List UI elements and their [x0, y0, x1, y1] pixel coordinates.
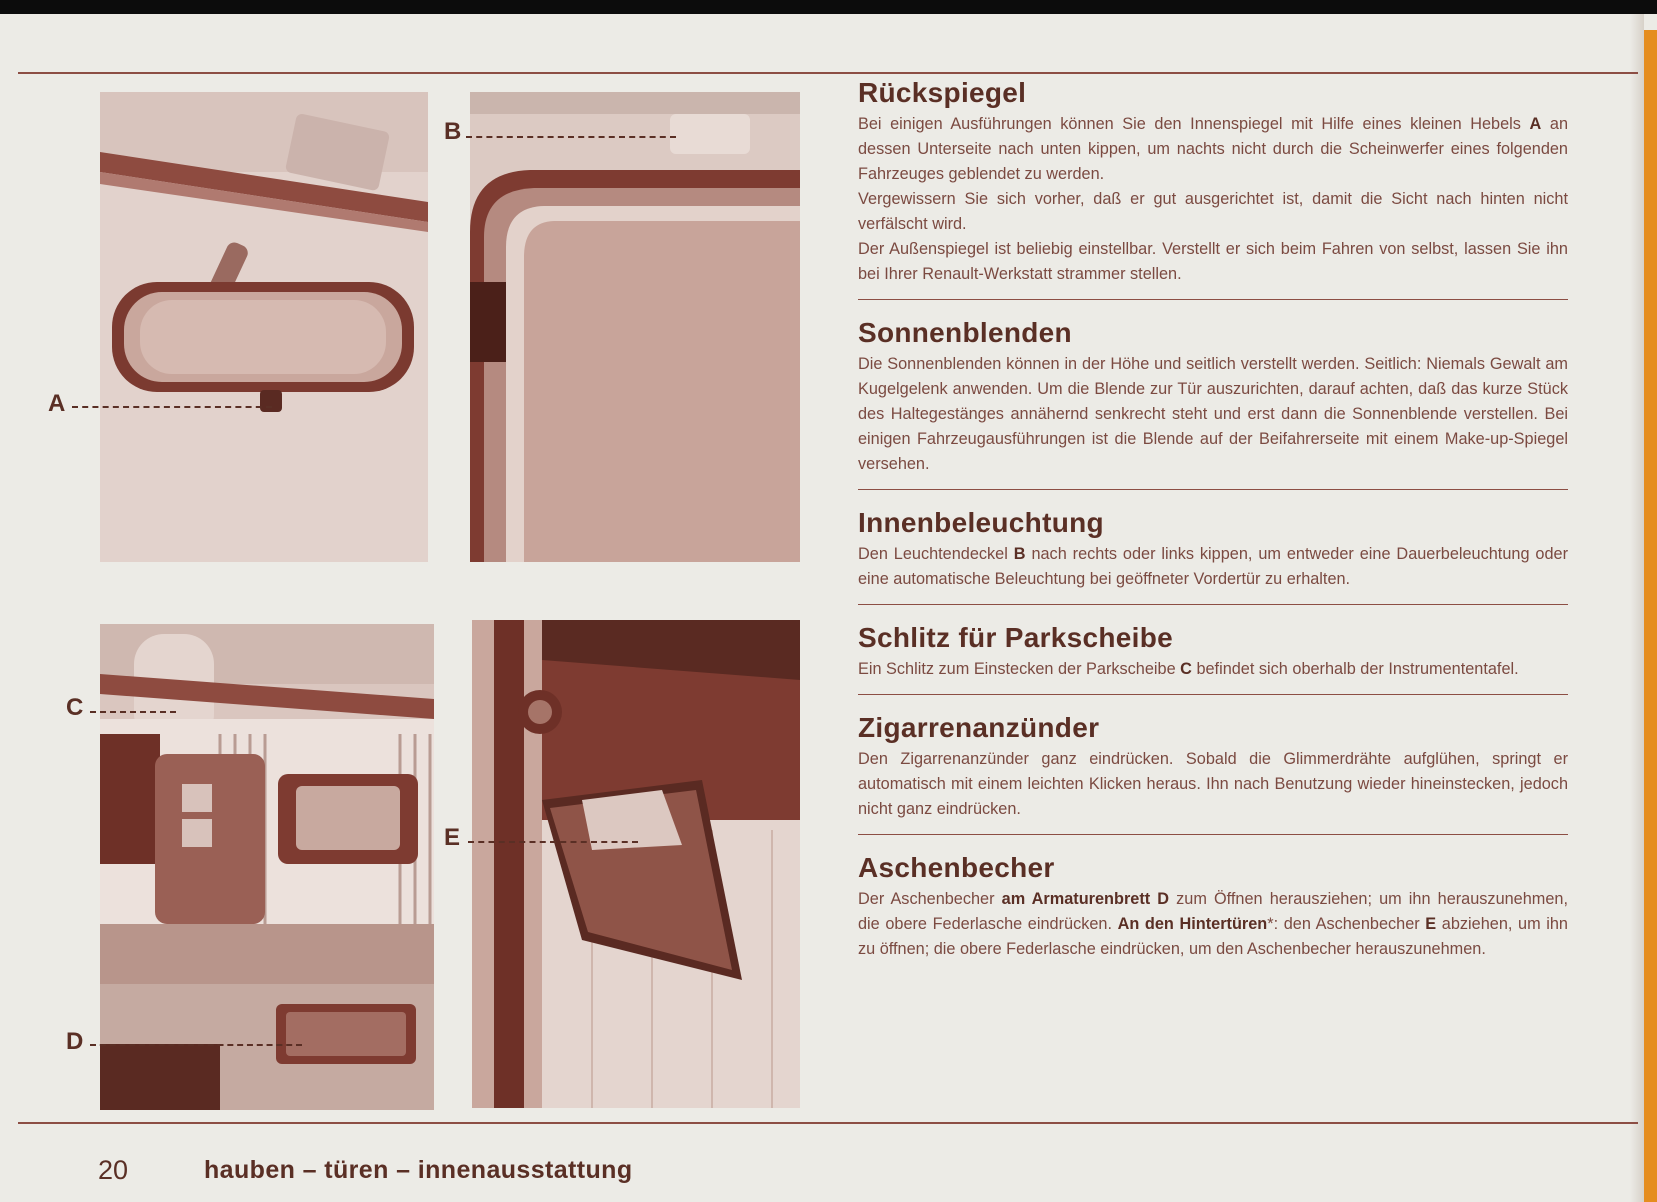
- callout-label-b: B: [444, 118, 462, 145]
- photo-dashboard: [100, 624, 434, 1110]
- callout-line-b: [466, 136, 676, 138]
- section-heading: Aschenbecher: [858, 852, 1055, 883]
- section-3: [858, 504, 1568, 605]
- page-edge-shadow: [1630, 14, 1644, 1202]
- section-heading: Innenbeleuchtung: [858, 507, 1104, 538]
- page-edge-orange-strip: [1644, 30, 1657, 1202]
- photo-rear-door-ashtray: [472, 620, 800, 1108]
- bold-reference: A: [1529, 115, 1542, 133]
- bottom-rule: [18, 1122, 1638, 1124]
- bold-reference: An den Hintertüren: [1117, 915, 1268, 933]
- page-number: 20: [98, 1155, 129, 1185]
- top-dark-border: [0, 0, 1657, 14]
- section-body: Der Aschenbecher am Armaturenbrett D zum Öffnen herausziehen; um ihn herauszunehmen, die obere Federlasche eindrücken. An den Hintertüren*: den Aschenbecher E abziehen, um ihn zu öffnen; die obere Federlasche eindrücken, um den Aschenbecher herauszunehmen.: [858, 890, 1568, 958]
- photo-door-frame-light: [470, 92, 800, 562]
- section-body: Ein Schlitz zum Einstecken der Parkscheibe C befindet sich oberhalb der Instrumententafel.: [858, 660, 1519, 678]
- callout-label-d: D: [66, 1028, 84, 1055]
- bold-reference: C: [1180, 660, 1192, 678]
- section-1: [858, 74, 1568, 300]
- section-2: [858, 314, 1568, 490]
- bold-reference: B: [1013, 545, 1026, 563]
- bold-reference: E: [1425, 915, 1437, 933]
- section-body: Bei einigen Ausführungen können Sie den Innenspiegel mit Hilfe eines kleinen Hebels A an dessen Unterseite nach unten kippen, um nachts nicht durch die Scheinwerfer eines folgenden Fahrzeuges geblendet zu werden. Vergewissern Sie sich vorher, daß er gut ausgerichtet ist, damit die Sicht nach hinten nicht verfälscht wird. Der Außenspiegel ist beliebig einstellbar. Verstellt er sich beim Fahren von selbst, lassen Sie ihn bei Ihrer Renault-Werkstatt strammer stellen.: [858, 115, 1568, 283]
- callout-label-e: E: [444, 824, 461, 851]
- running-title: hauben – türen – innenausstattung: [204, 1156, 633, 1184]
- section-heading: Rückspiegel: [858, 77, 1027, 108]
- section-body: Die Sonnenblenden können in der Höhe und seitlich verstellt werden. Seitlich: Niemals Gewalt am Kugelgelenk anwenden. Um die Blende zur Tür auszurichten, darauf achten, daß das kurze Stück des Haltegestänges annähernd senkrecht steht und erst dann die Sonnenblende verstellen. Bei einigen Fahrzeugausführungen ist die Blende auf der Beifahrerseite mit einem Make-up-Spiegel versehen.: [858, 355, 1568, 473]
- text-column: [858, 74, 1568, 976]
- section-body: Den Zigarrenanzünder ganz eindrücken. Sobald die Glimmerdrähte aufglühen, springt er automatisch mit einem leichten Klicken heraus. Ihn nach Benutzung wieder hineinstecken, jedoch nicht ganz eindrücken.: [858, 750, 1568, 818]
- section-6: [858, 849, 1568, 962]
- callout-label-c: C: [66, 694, 84, 721]
- section-body: Den Leuchtendeckel B nach rechts oder links kippen, um entweder eine Dauerbeleuchtung oder eine automatische Beleuchtung bei geöffneter Vordertür zu erhalten.: [858, 545, 1568, 588]
- callout-line-c: [90, 711, 176, 713]
- section-5: [858, 709, 1568, 835]
- section-4: [858, 619, 1568, 695]
- callout-line-d: [90, 1044, 302, 1046]
- callout-line-e: [468, 841, 638, 843]
- callout-label-a: A: [48, 390, 66, 417]
- photo-rear-view-mirror: [100, 92, 428, 562]
- section-heading: Zigarrenanzünder: [858, 712, 1100, 743]
- callout-line-a: [72, 406, 272, 408]
- section-heading: Schlitz für Parkscheibe: [858, 622, 1174, 653]
- section-heading: Sonnenblenden: [858, 317, 1072, 348]
- bold-reference: am Armaturenbrett D: [1001, 890, 1170, 908]
